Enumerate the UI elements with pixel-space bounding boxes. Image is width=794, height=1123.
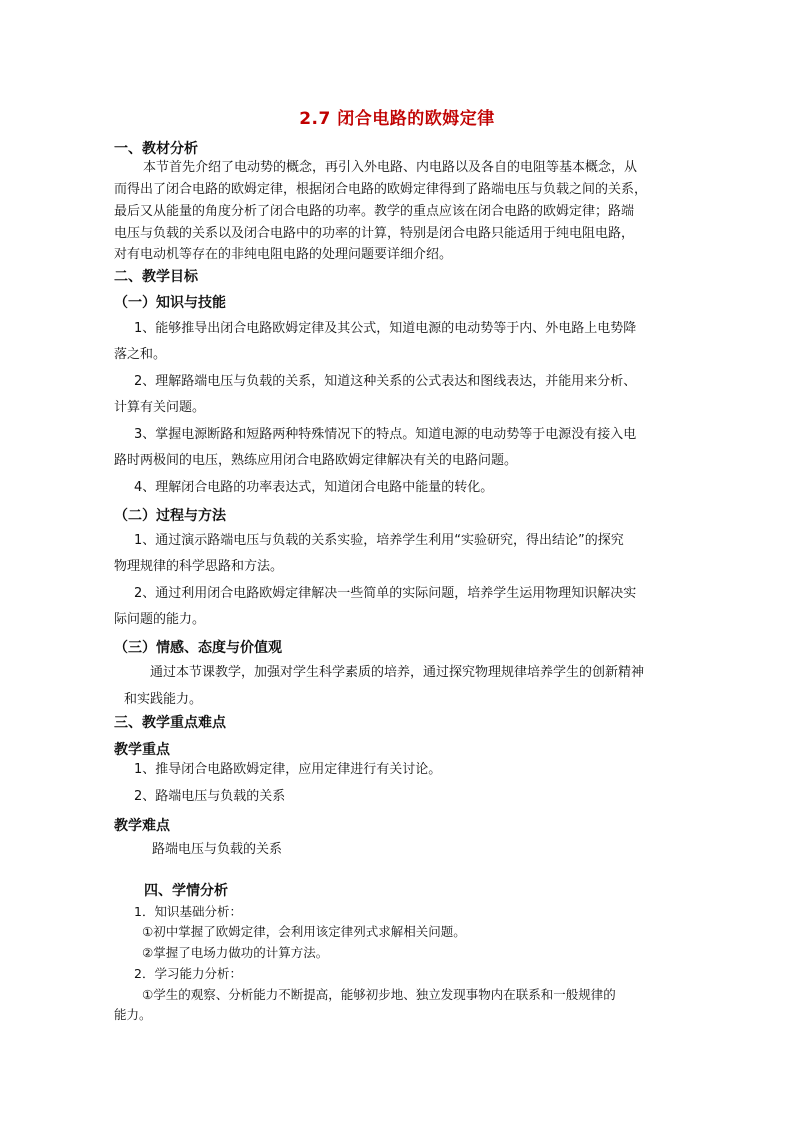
list-item: 1、通过演示路端电压与负载的关系实验，培养学生利用“实验研究，得出结论”的探究 [134, 533, 624, 548]
section-heading-teaching-goals: 二、教学目标 [114, 269, 198, 285]
subheading-emotion-attitude-values: （三）情感、态度与价值观 [114, 640, 282, 656]
list-item: 路时两极间的电压，熟练应用闭合电路欧姆定律解决有关的电路问题。 [114, 453, 518, 468]
list-item: 通过本节课教学，加强对学生科学素质的培养，通过探究物理规律培养学生的创新精神 [150, 665, 645, 680]
list-item: 2、理解路端电压与负载的关系，知道这种关系的公式表达和图线表达，并能用来分析、 [134, 374, 637, 389]
list-item: ①学生的观察、分析能力不断提高，能够初步地、独立发现事物内在联系和一般规律的 [142, 987, 616, 1002]
subheading-process-methods: （二）过程与方法 [114, 508, 226, 524]
list-item: 能力。 [114, 1007, 152, 1022]
paragraph-line: 电压与负载的关系以及闭合电路中的功率的计算，特别是闭合电路只能适用于纯电阻电路， [114, 226, 635, 241]
paragraph-line: 本节首先介绍了电动势的概念，再引入外电路、内电路以及各自的电阻等基本概念，从 [143, 160, 638, 175]
list-item: 物理规律的科学思路和方法。 [114, 559, 284, 574]
paragraph-line: 对有电动机等存在的非纯电阻电路的处理问题要详细介绍。 [114, 247, 453, 262]
section-heading-textbook-analysis: 一、教材分析 [114, 141, 198, 157]
list-item: 2．学习能力分析： [134, 966, 242, 981]
list-item: ①初中掌握了欧姆定律，会利用该定律列式求解相关问题。 [142, 924, 466, 939]
list-item: 1、能够推导出闭合电路欧姆定律及其公式，知道电源的电动势等于内、外电路上电势降 [134, 321, 637, 336]
list-item: 1．知识基础分析： [134, 904, 242, 919]
subheading-teaching-difficult-points: 教学难点 [114, 818, 170, 834]
section-heading-key-difficult-points: 三、教学重点难点 [114, 715, 226, 731]
list-item: 1、推导闭合电路欧姆定律，应用定律进行有关讨论。 [134, 762, 442, 777]
list-item: 2、通过利用闭合电路欧姆定律解决一些简单的实际问题，培养学生运用物理知识解决实 [134, 586, 637, 601]
subheading-teaching-key-points: 教学重点 [114, 742, 170, 758]
paragraph-line: 而得出了闭合电路的欧姆定律，根据闭合电路的欧姆定律得到了路端电压与负载之间的关系， [114, 182, 648, 197]
list-item: 3、掌握电源断路和短路两种特殊情况下的特点。知道电源的电动势等于电源没有接入电 [134, 427, 637, 442]
list-item: 4、理解闭合电路的功率表达式，知道闭合电路中能量的转化。 [134, 480, 494, 495]
subheading-knowledge-skills: （一）知识与技能 [114, 295, 226, 311]
list-item: 和实践能力。 [124, 692, 203, 707]
list-item: 2、路端电压与负载的关系 [134, 789, 286, 804]
list-item: ②掌握了电场力做功的计算方法。 [142, 945, 329, 960]
list-item: 计算有关问题。 [114, 400, 206, 415]
section-heading-learner-analysis: 四、学情分析 [144, 883, 228, 899]
document-title: 2.7 闭合电路的欧姆定律 [299, 109, 495, 129]
list-item: 际问题的能力。 [114, 612, 206, 627]
list-item: 路端电压与负载的关系 [152, 842, 283, 857]
list-item: 落之和。 [114, 347, 167, 362]
paragraph-line: 最后又从能量的角度分析了闭合电路的功率。教学的重点应该在闭合电路的欧姆定律；路端 [114, 204, 635, 219]
